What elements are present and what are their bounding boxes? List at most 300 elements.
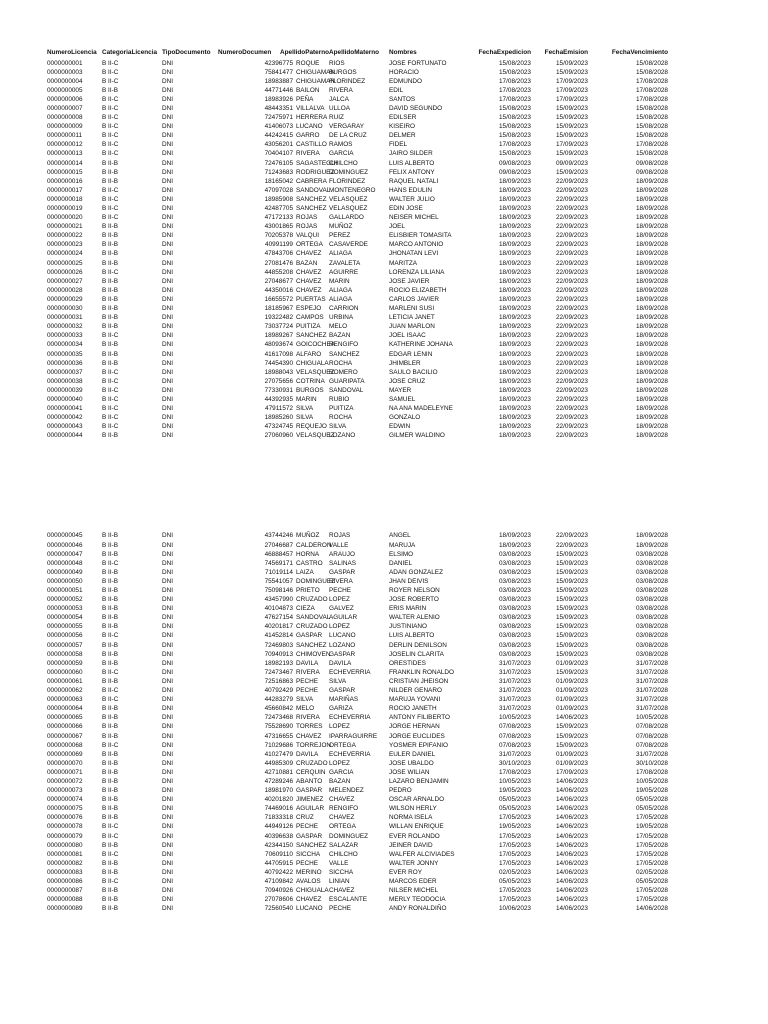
cell-fecha-emision: 15/09/2023 — [556, 550, 588, 558]
cell-tipo-documento: DNI — [162, 168, 174, 176]
cell-fecha-emision: 22/09/2023 — [556, 405, 588, 413]
cell-nombres: ERIS MARIN — [389, 605, 427, 613]
cell-apellido-paterno: GASPAR — [296, 632, 323, 640]
table-row — [47, 59, 687, 68]
cell-tipo-documento: DNI — [162, 432, 174, 440]
cell-apellido-materno: MARIN — [329, 277, 350, 285]
cell-nombres: DANIEL — [389, 559, 413, 567]
table-row — [47, 313, 687, 322]
cell-categoria-licencia: B II-B — [102, 241, 118, 249]
cell-fecha-vencimiento: 03/08/2028 — [636, 605, 668, 613]
cell-apellido-materno: MELENDEZ — [329, 787, 364, 795]
cell-nombres: LAZARO BENJAMIN — [389, 777, 449, 785]
cell-apellido-materno: ZAVALETA — [329, 259, 361, 267]
cell-nombres: JUSTINIANO — [389, 623, 427, 631]
cell-numero-documento: 46888457 — [264, 550, 293, 558]
cell-fecha-emision: 17/09/2023 — [556, 86, 588, 94]
cell-categoria-licencia: B II-B — [102, 859, 118, 867]
cell-tipo-documento: DNI — [162, 714, 174, 722]
cell-tipo-documento: DNI — [162, 859, 174, 867]
cell-numero-licencia: 0000000053 — [47, 605, 83, 613]
cell-fecha-vencimiento: 18/09/2028 — [636, 259, 668, 267]
cell-categoria-licencia: B II-B — [102, 532, 118, 540]
cell-apellido-paterno: COTRINA — [296, 377, 325, 385]
cell-fecha-emision: 22/09/2023 — [556, 195, 588, 203]
cell-fecha-vencimiento: 31/07/2028 — [636, 687, 668, 695]
cell-tipo-documento: DNI — [162, 641, 174, 649]
cell-fecha-expedicion: 17/05/2023 — [499, 850, 531, 858]
cell-fecha-emision: 15/09/2023 — [556, 114, 588, 122]
cell-numero-documento: 70940913 — [264, 650, 293, 658]
cell-nombres: MARUJA — [389, 541, 416, 549]
cell-apellido-paterno: MARIN — [296, 395, 317, 403]
cell-apellido-materno: BAZAN — [329, 777, 351, 785]
cell-numero-licencia: 0000000035 — [47, 350, 83, 358]
cell-fecha-emision: 14/06/2023 — [556, 905, 588, 913]
cell-numero-documento: 71243683 — [264, 168, 293, 176]
cell-categoria-licencia: B II-C — [102, 150, 119, 158]
cell-fecha-expedicion: 18/09/2023 — [499, 332, 531, 340]
cell-numero-licencia: 0000000045 — [47, 532, 83, 540]
cell-apellido-paterno: CAMPOS — [296, 314, 324, 322]
cell-tipo-documento: DNI — [162, 550, 174, 558]
cell-numero-documento: 47911572 — [265, 405, 293, 413]
cell-fecha-expedicion: 18/09/2023 — [499, 359, 531, 367]
table-row — [47, 404, 687, 413]
cell-fecha-emision: 15/09/2023 — [556, 605, 588, 613]
cell-numero-documento: 27081476 — [264, 259, 293, 267]
cell-tipo-documento: DNI — [162, 650, 174, 658]
cell-apellido-paterno: CHAVEZ — [296, 277, 322, 285]
cell-apellido-materno: DAVILA — [329, 659, 352, 667]
cell-fecha-vencimiento: 18/09/2028 — [636, 286, 668, 294]
cell-nombres: MAYER — [389, 386, 412, 394]
cell-apellido-paterno: TORRES — [296, 723, 323, 731]
cell-apellido-materno: ALIAGA — [329, 286, 353, 294]
cell-apellido-materno: CHILCHO — [329, 850, 358, 858]
cell-categoria-licencia: B II-B — [102, 768, 118, 776]
table-row — [47, 322, 687, 331]
cell-numero-documento: 72475971 — [264, 114, 293, 122]
cell-fecha-expedicion: 18/09/2023 — [499, 186, 531, 194]
cell-apellido-paterno: DAVILA — [296, 659, 319, 667]
cell-numero-licencia: 0000000083 — [47, 868, 83, 876]
cell-fecha-vencimiento: 18/09/2028 — [636, 214, 668, 222]
cell-apellido-paterno: CERQUIN — [296, 768, 326, 776]
table-row — [47, 340, 687, 349]
cell-fecha-emision: 22/09/2023 — [556, 250, 588, 258]
cell-numero-licencia: 0000000028 — [47, 286, 83, 294]
cell-fecha-emision: 22/09/2023 — [556, 532, 588, 540]
cell-fecha-expedicion: 18/09/2023 — [499, 423, 531, 431]
cell-tipo-documento: DNI — [162, 250, 174, 258]
cell-apellido-paterno: VELASQUEZ — [296, 368, 335, 376]
cell-nombres: ELSIMO — [389, 550, 414, 558]
cell-fecha-emision: 22/09/2023 — [556, 414, 588, 422]
cell-tipo-documento: DNI — [162, 614, 174, 622]
cell-numero-licencia: 0000000079 — [47, 832, 83, 840]
cell-categoria-licencia: B II-C — [102, 214, 119, 222]
cell-tipo-documento: DNI — [162, 832, 174, 840]
cell-fecha-vencimiento: 18/09/2028 — [636, 395, 668, 403]
cell-fecha-expedicion: 15/08/2023 — [499, 59, 531, 67]
table-row — [47, 668, 687, 677]
cell-apellido-materno: CHAVEZ — [329, 887, 355, 895]
cell-numero-documento: 42344150 — [264, 841, 293, 849]
cell-categoria-licencia: B II-C — [102, 696, 119, 704]
cell-tipo-documento: DNI — [162, 659, 174, 667]
table-row — [47, 159, 687, 168]
cell-fecha-vencimiento: 30/10/2028 — [636, 759, 668, 767]
cell-apellido-paterno: SANCHEZ — [296, 195, 327, 203]
cell-tipo-documento: DNI — [162, 741, 174, 749]
table-row — [47, 841, 687, 850]
cell-numero-documento: 19322482 — [264, 314, 293, 322]
cell-categoria-licencia: B II-B — [102, 705, 118, 713]
cell-nombres: RAQUEL NATALI — [389, 177, 439, 185]
cell-fecha-vencimiento: 18/09/2028 — [636, 186, 668, 194]
cell-apellido-paterno: GASPAR — [296, 832, 323, 840]
cell-fecha-vencimiento: 03/08/2028 — [636, 577, 668, 585]
cell-apellido-paterno: HERRERA — [296, 114, 328, 122]
cell-fecha-emision: 22/09/2023 — [556, 323, 588, 331]
table-row — [47, 804, 687, 813]
cell-fecha-emision: 17/09/2023 — [556, 768, 588, 776]
cell-numero-licencia: 0000000046 — [47, 541, 83, 549]
cell-fecha-expedicion: 10/05/2023 — [499, 777, 531, 785]
cell-numero-licencia: 0000000047 — [47, 550, 83, 558]
cell-numero-licencia: 0000000003 — [47, 68, 83, 76]
cell-apellido-paterno: GARRO — [296, 132, 320, 140]
cell-fecha-vencimiento: 18/09/2028 — [636, 195, 668, 203]
cell-fecha-expedicion: 18/09/2023 — [499, 350, 531, 358]
cell-numero-documento: 43001865 — [264, 223, 293, 231]
cell-tipo-documento: DNI — [162, 532, 174, 540]
cell-numero-licencia: 0000000036 — [47, 359, 83, 367]
cell-categoria-licencia: B II-C — [102, 132, 119, 140]
cell-categoria-licencia: B II-C — [102, 332, 119, 340]
cell-apellido-materno: SALAZAR — [329, 841, 359, 849]
cell-fecha-vencimiento: 10/05/2028 — [636, 777, 668, 785]
cell-fecha-expedicion: 03/08/2023 — [499, 559, 531, 567]
cell-numero-licencia: 0000000031 — [47, 314, 83, 322]
cell-numero-licencia: 0000000037 — [47, 368, 83, 376]
cell-fecha-vencimiento: 18/09/2028 — [636, 350, 668, 358]
cell-apellido-paterno: AGUILAR — [296, 805, 325, 813]
cell-apellido-materno: GARCIA — [329, 150, 354, 158]
cell-fecha-expedicion: 03/08/2023 — [499, 632, 531, 640]
cell-nombres: ADAN GONZALEZ — [389, 568, 443, 576]
cell-fecha-emision: 22/09/2023 — [556, 186, 588, 194]
cell-apellido-materno: MELO — [329, 323, 348, 331]
cell-fecha-emision: 22/09/2023 — [556, 332, 588, 340]
cell-categoria-licencia: B II-C — [102, 268, 119, 276]
table-row — [47, 559, 687, 568]
cell-apellido-materno: VALLE — [329, 859, 349, 867]
header-row — [47, 48, 687, 57]
cell-fecha-emision: 22/09/2023 — [556, 268, 588, 276]
cell-apellido-paterno: RIVERA — [296, 714, 320, 722]
cell-fecha-vencimiento: 18/09/2028 — [636, 432, 668, 440]
cell-numero-licencia: 0000000038 — [47, 377, 83, 385]
cell-categoria-licencia: B II-C — [102, 423, 119, 431]
cell-numero-documento: 75528690 — [264, 723, 293, 731]
table-row — [47, 413, 687, 422]
cell-nombres: ANDY RONALDIÑO — [389, 905, 447, 913]
cell-fecha-expedicion: 17/08/2023 — [499, 86, 531, 94]
cell-numero-documento: 70940926 — [264, 887, 293, 895]
cell-apellido-materno: RENGIFO — [329, 805, 359, 813]
cell-tipo-documento: DNI — [162, 323, 174, 331]
table-row — [47, 877, 687, 886]
cell-categoria-licencia: B II-B — [102, 341, 118, 349]
cell-numero-licencia: 0000000058 — [47, 650, 83, 658]
cell-categoria-licencia: B II-B — [102, 750, 118, 758]
cell-numero-documento: 44949126 — [264, 823, 293, 831]
cell-numero-documento: 40201820 — [264, 796, 293, 804]
cell-fecha-vencimiento: 18/09/2028 — [636, 359, 668, 367]
cell-fecha-vencimiento: 18/09/2028 — [636, 223, 668, 231]
cell-tipo-documento: DNI — [162, 359, 174, 367]
cell-fecha-expedicion: 18/09/2023 — [499, 395, 531, 403]
cell-fecha-vencimiento: 18/09/2028 — [636, 532, 668, 540]
cell-numero-licencia: 0000000033 — [47, 332, 83, 340]
cell-tipo-documento: DNI — [162, 632, 174, 640]
cell-numero-licencia: 0000000015 — [47, 168, 83, 176]
cell-nombres: HORACIO — [389, 68, 419, 76]
cell-fecha-expedicion: 18/09/2023 — [499, 432, 531, 440]
cell-fecha-emision: 09/09/2023 — [556, 159, 588, 167]
cell-apellido-paterno: CHIGUAMAN — [296, 77, 336, 85]
cell-fecha-expedicion: 18/09/2023 — [499, 214, 531, 222]
cell-tipo-documento: DNI — [162, 577, 174, 585]
cell-fecha-emision: 22/09/2023 — [556, 177, 588, 185]
cell-numero-documento: 72476105 — [264, 159, 293, 167]
cell-nombres: JOSE WILIAN — [389, 768, 430, 776]
cell-nombres: JAIRO SILDER — [389, 150, 433, 158]
table-row — [47, 295, 687, 304]
cell-apellido-paterno: CIEZA — [296, 605, 315, 613]
cell-numero-documento: 48443351 — [264, 104, 293, 112]
cell-nombres: HANS EDULIN — [389, 186, 432, 194]
cell-numero-documento: 42710881 — [264, 768, 293, 776]
cell-numero-documento: 43457990 — [264, 596, 293, 604]
table-row — [47, 331, 687, 340]
cell-categoria-licencia: B II-C — [102, 195, 119, 203]
cell-numero-documento: 44771446 — [264, 86, 293, 94]
cell-fecha-vencimiento: 17/08/2028 — [636, 141, 668, 149]
cell-fecha-emision: 22/09/2023 — [556, 350, 588, 358]
cell-fecha-emision: 22/09/2023 — [556, 223, 588, 231]
cell-apellido-materno: ROMERO — [329, 368, 358, 376]
cell-numero-licencia: 0000000004 — [47, 77, 83, 85]
cell-categoria-licencia: B II-B — [102, 905, 118, 913]
cell-fecha-expedicion: 15/08/2023 — [499, 104, 531, 112]
cell-fecha-expedicion: 09/08/2023 — [499, 168, 531, 176]
cell-fecha-expedicion: 18/09/2023 — [499, 195, 531, 203]
cell-apellido-materno: VERGARAY — [329, 123, 365, 131]
cell-fecha-emision: 15/09/2023 — [556, 623, 588, 631]
cell-fecha-expedicion: 31/07/2023 — [499, 668, 531, 676]
cell-categoria-licencia: B II-C — [102, 632, 119, 640]
cell-numero-licencia: 0000000061 — [47, 677, 83, 685]
cell-fecha-expedicion: 09/08/2023 — [499, 159, 531, 167]
cell-numero-licencia: 0000000021 — [47, 223, 83, 231]
cell-fecha-vencimiento: 09/08/2028 — [636, 168, 668, 176]
cell-numero-licencia: 0000000063 — [47, 696, 83, 704]
table-row — [47, 77, 687, 86]
cell-numero-licencia: 0000000051 — [47, 587, 83, 594]
cell-numero-documento: 73037724 — [264, 323, 293, 331]
cell-fecha-vencimiento: 03/08/2028 — [636, 641, 668, 649]
cell-apellido-paterno: ESPEJO — [296, 305, 322, 313]
cell-fecha-vencimiento: 03/08/2028 — [636, 587, 668, 594]
cell-apellido-paterno: CASTRO — [296, 559, 323, 567]
cell-apellido-materno: PEREZ — [329, 232, 351, 240]
cell-tipo-documento: DNI — [162, 559, 174, 567]
cell-fecha-expedicion: 05/05/2023 — [499, 805, 531, 813]
cell-fecha-expedicion: 03/08/2023 — [499, 577, 531, 585]
cell-fecha-emision: 14/06/2023 — [556, 777, 588, 785]
cell-apellido-materno: LOZANO — [329, 432, 356, 440]
cell-fecha-emision: 14/06/2023 — [556, 859, 588, 867]
cell-fecha-emision: 15/09/2023 — [556, 59, 588, 67]
cell-tipo-documento: DNI — [162, 905, 174, 913]
cell-apellido-paterno: BAZAN — [296, 259, 318, 267]
cell-apellido-paterno: DOMINGUEZ — [296, 577, 336, 585]
cell-numero-documento: 27075656 — [264, 377, 293, 385]
cell-numero-documento: 27060960 — [264, 432, 293, 440]
cell-fecha-emision: 15/09/2023 — [556, 577, 588, 585]
cell-numero-documento: 41617098 — [264, 350, 293, 358]
cell-fecha-expedicion: 17/05/2023 — [499, 814, 531, 822]
cell-numero-documento: 72473468 — [264, 714, 293, 722]
cell-numero-documento: 75098146 — [264, 587, 293, 594]
cell-numero-licencia: 0000000050 — [47, 577, 83, 585]
cell-numero-documento: 47097028 — [264, 186, 293, 194]
cell-numero-documento: 41452814 — [264, 632, 293, 640]
cell-tipo-documento: DNI — [162, 405, 174, 413]
cell-apellido-paterno: ROJAS — [296, 214, 318, 222]
cell-numero-documento: 74569171 — [264, 559, 293, 567]
table-row — [47, 149, 687, 158]
cell-tipo-documento: DNI — [162, 214, 174, 222]
cell-apellido-paterno: CHAVEZ — [296, 268, 322, 276]
table-row — [47, 786, 687, 795]
table-row — [47, 568, 687, 577]
cell-tipo-documento: DNI — [162, 123, 174, 131]
cell-categoria-licencia: B II-B — [102, 359, 118, 367]
cell-apellido-materno: LOPEZ — [329, 723, 350, 731]
cell-apellido-paterno: CRUZADO — [296, 596, 328, 604]
cell-numero-documento: 16655572 — [264, 295, 293, 303]
table-row — [47, 622, 687, 631]
cell-tipo-documento: DNI — [162, 541, 174, 549]
cell-apellido-paterno: SILVA — [296, 405, 314, 413]
cell-nombres: JOSE UBALDO — [389, 759, 434, 767]
header-nombres: Nombres — [389, 49, 417, 56]
cell-nombres: WALTER ALENIO — [389, 614, 440, 622]
cell-numero-licencia: 0000000086 — [47, 878, 83, 885]
cell-nombres: MARLENI SUSI — [389, 305, 435, 313]
cell-apellido-materno: ROCHA — [329, 414, 353, 422]
cell-tipo-documento: DNI — [162, 705, 174, 713]
cell-categoria-licencia: B II-C — [102, 377, 119, 385]
cell-nombres: NILSER MICHEL — [389, 887, 439, 895]
cell-fecha-emision: 01/09/2023 — [556, 687, 588, 695]
table-row — [47, 641, 687, 650]
cell-categoria-licencia: B II-B — [102, 177, 118, 185]
cell-nombres: WALTER JONNY — [389, 859, 439, 867]
cell-fecha-expedicion: 19/05/2023 — [499, 787, 531, 795]
cell-categoria-licencia: B II-B — [102, 677, 118, 685]
cell-fecha-expedicion: 03/08/2023 — [499, 568, 531, 576]
cell-numero-documento: 18981970 — [264, 787, 293, 795]
cell-fecha-emision: 01/09/2023 — [556, 705, 588, 713]
cell-apellido-paterno: CALDERON — [296, 541, 332, 549]
cell-tipo-documento: DNI — [162, 277, 174, 285]
cell-apellido-paterno: ROJAS — [296, 223, 318, 231]
cell-fecha-vencimiento: 18/09/2028 — [636, 277, 668, 285]
table-row — [47, 586, 687, 595]
cell-fecha-expedicion: 05/05/2023 — [499, 796, 531, 804]
table-row — [47, 659, 687, 668]
cell-tipo-documento: DNI — [162, 132, 174, 140]
cell-fecha-emision: 15/09/2023 — [556, 668, 588, 676]
cell-fecha-emision: 15/09/2023 — [556, 150, 588, 158]
cell-fecha-emision: 15/09/2023 — [556, 559, 588, 567]
cell-categoria-licencia: B II-B — [102, 223, 118, 231]
cell-numero-documento: 40792429 — [264, 687, 293, 695]
cell-categoria-licencia: B II-B — [102, 796, 118, 804]
cell-fecha-expedicion: 18/09/2023 — [499, 323, 531, 331]
cell-numero-documento: 47843706 — [264, 250, 293, 258]
cell-fecha-emision: 22/09/2023 — [556, 314, 588, 322]
table-row — [47, 531, 687, 540]
cell-categoria-licencia: B II-C — [102, 77, 119, 85]
cell-apellido-paterno: SANCHEZ — [296, 332, 327, 340]
cell-nombres: JORGE HERNAN — [389, 723, 440, 731]
header-apellido-paterno: ApellidoPaterno — [280, 49, 330, 56]
table-row — [47, 95, 687, 104]
cell-numero-documento: 70609110 — [265, 850, 293, 858]
cell-apellido-paterno: SAGASTEGUI — [296, 159, 338, 167]
cell-apellido-paterno: PECHE — [296, 859, 319, 867]
cell-fecha-vencimiento: 18/09/2028 — [636, 268, 668, 276]
cell-apellido-paterno: REQUEJO — [296, 423, 327, 431]
cell-numero-licencia: 0000000024 — [47, 250, 83, 258]
cell-apellido-materno: CASAVERDE — [329, 241, 368, 249]
cell-fecha-expedicion: 03/08/2023 — [499, 605, 531, 613]
cell-fecha-vencimiento: 17/05/2028 — [636, 814, 668, 822]
cell-tipo-documento: DNI — [162, 696, 174, 704]
cell-numero-licencia: 0000000011 — [47, 132, 83, 140]
cell-fecha-emision: 22/09/2023 — [556, 214, 588, 222]
cell-numero-documento: 41406073 — [264, 123, 293, 131]
cell-apellido-materno: MUÑOZ — [329, 223, 353, 231]
cell-fecha-expedicion: 15/08/2023 — [499, 114, 531, 122]
cell-apellido-materno: AGUIRRE — [329, 268, 359, 276]
cell-categoria-licencia: B II-C — [102, 832, 119, 840]
table-row — [47, 750, 687, 759]
cell-categoria-licencia: B II-C — [102, 414, 119, 422]
cell-fecha-vencimiento: 19/05/2028 — [636, 787, 668, 795]
cell-numero-licencia: 0000000071 — [47, 768, 83, 776]
cell-tipo-documento: DNI — [162, 587, 174, 594]
table-row — [47, 550, 687, 559]
cell-apellido-materno: SALINAS — [329, 559, 356, 567]
cell-fecha-emision: 22/09/2023 — [556, 359, 588, 367]
